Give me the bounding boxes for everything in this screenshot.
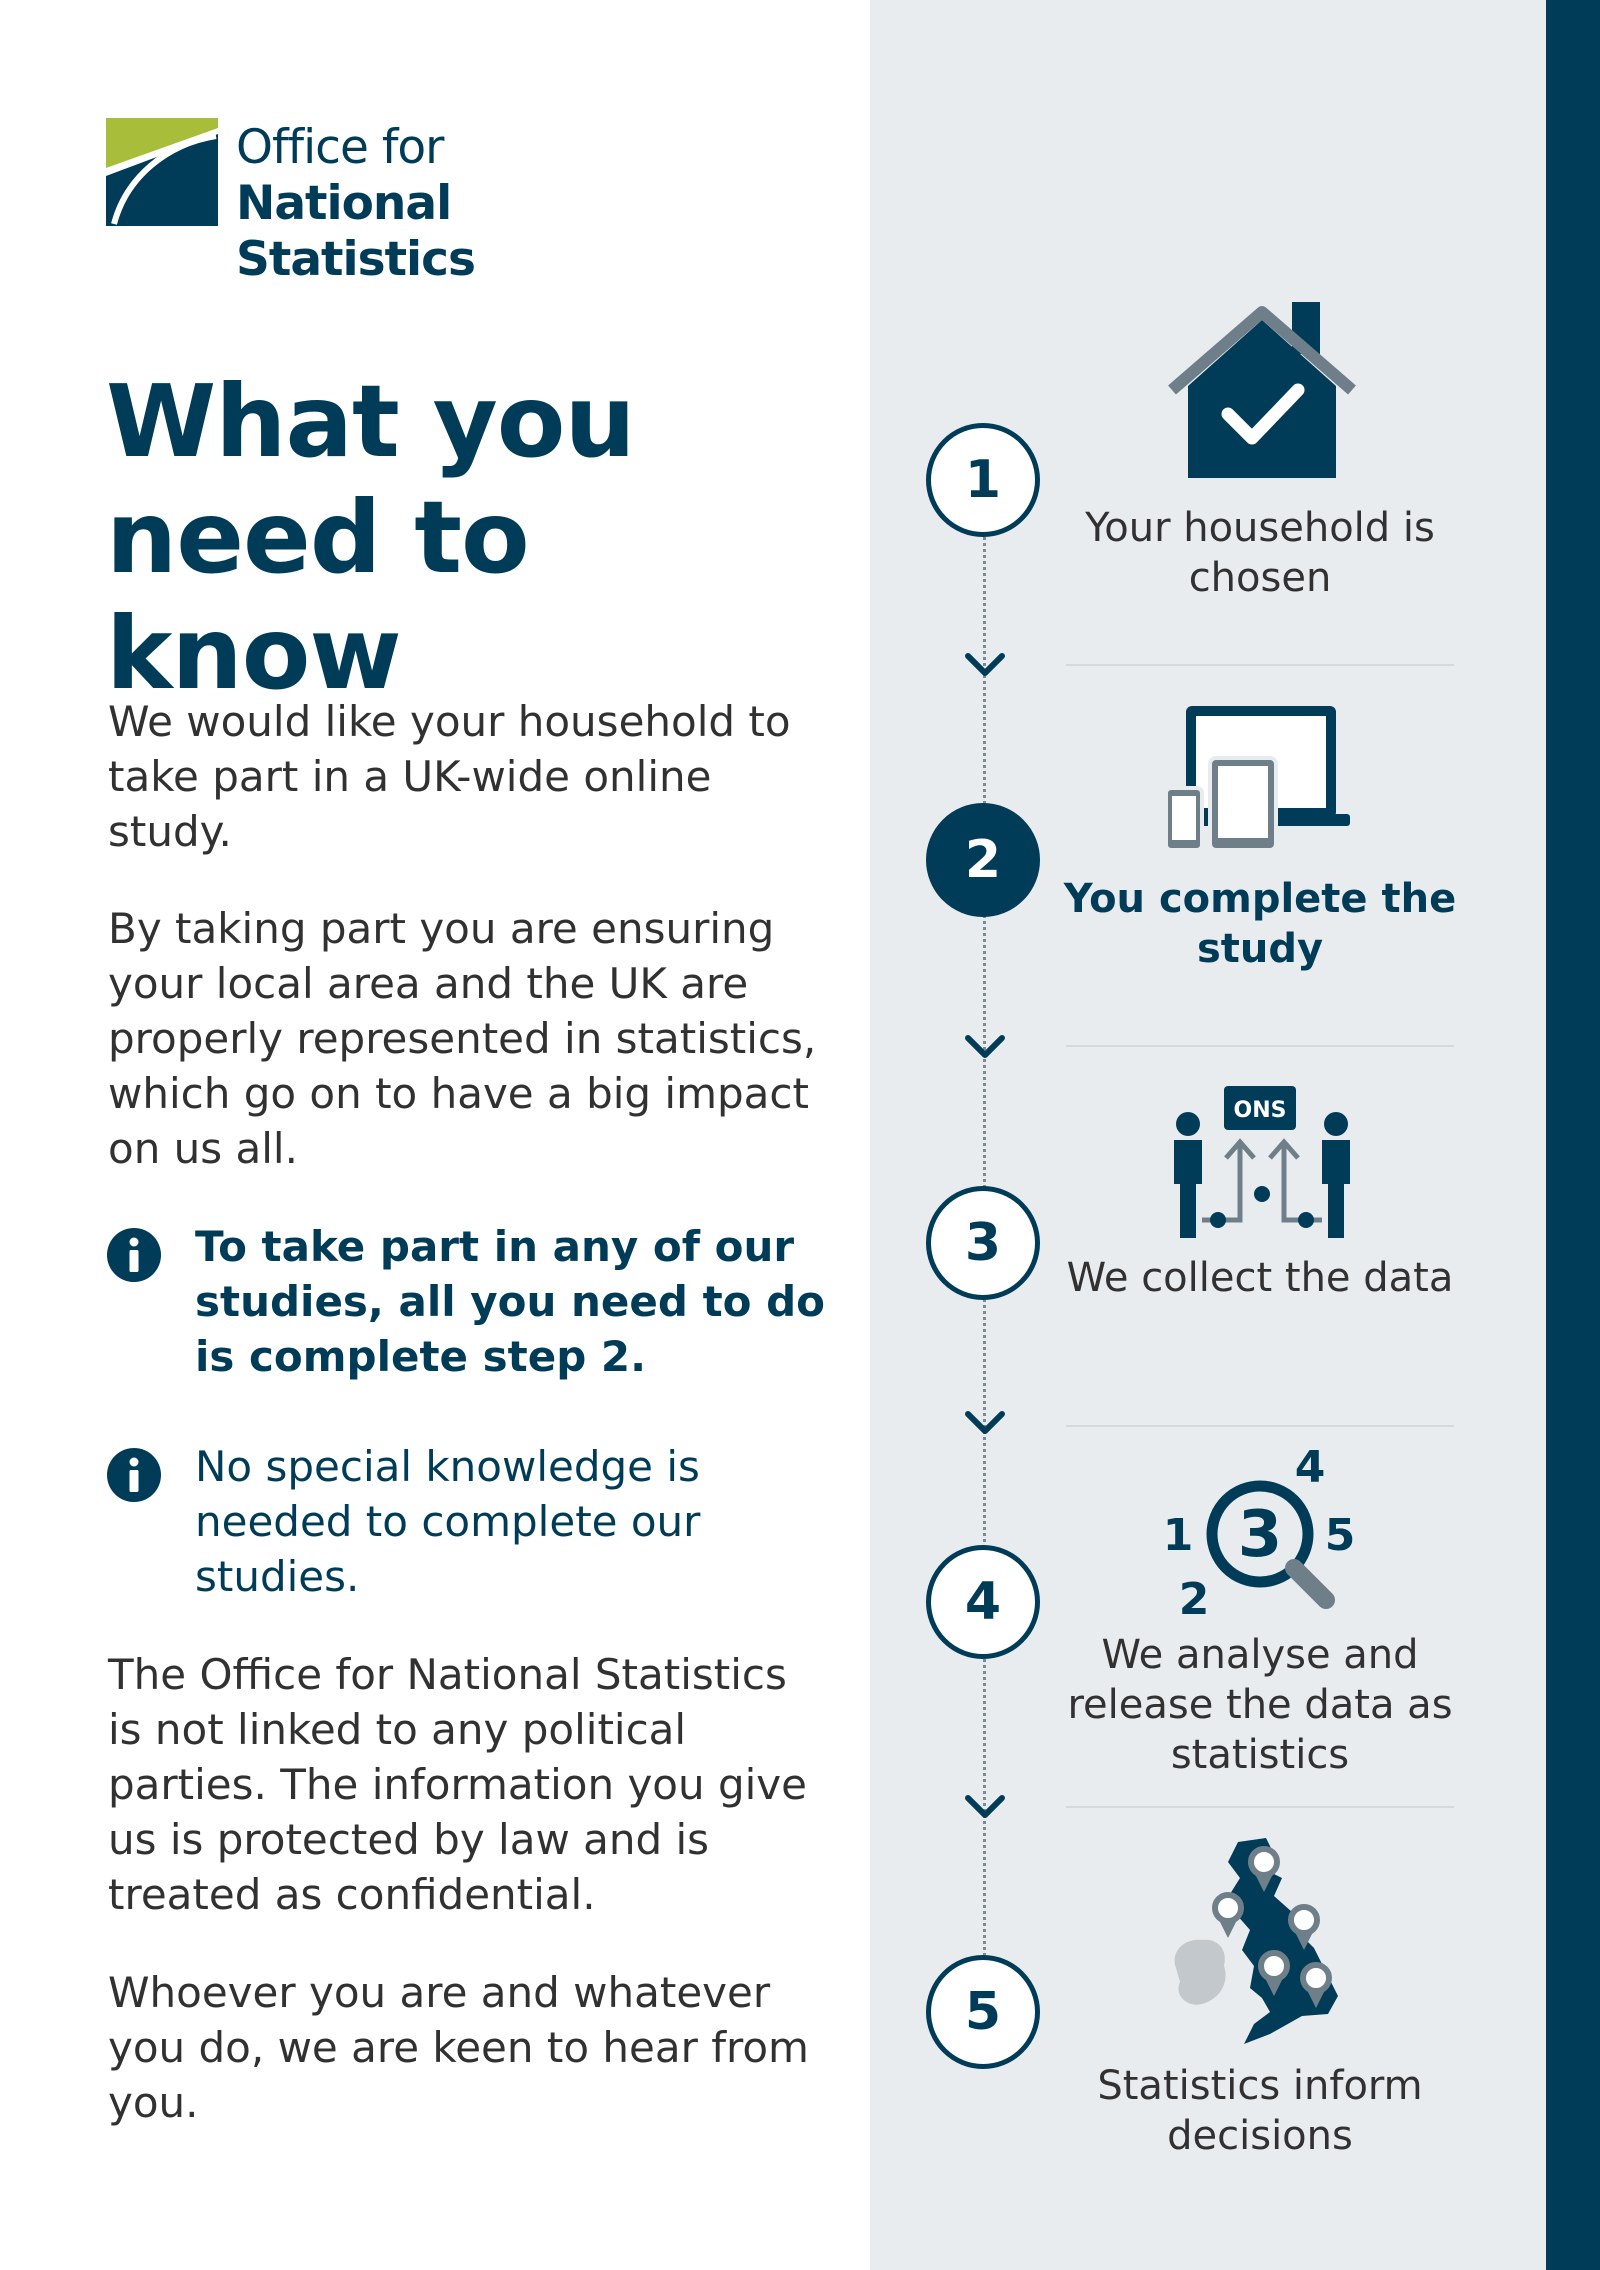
magnifier-number-2: 2 <box>1178 1574 1210 1618</box>
ons-box-label: ONS <box>1233 1098 1287 1123</box>
chevron-down-icon <box>963 1792 1007 1822</box>
step-divider <box>1066 664 1454 666</box>
page-title-line-1: What you <box>106 363 635 480</box>
step-divider <box>1066 1045 1454 1047</box>
page-title-line-2: need to know <box>106 479 529 712</box>
logo-wordmark <box>236 120 666 288</box>
magnifier-number-3: 3 <box>1237 1498 1283 1572</box>
confidentiality-paragraph: The Office for National Statistics is not linked to any political parties. The information you give us is protected by law and is treated as confidential. <box>108 1650 807 1919</box>
intro-paragraph: We would like your household to take part in a UK-wide online study. <box>108 697 791 856</box>
ons-logo <box>106 118 666 287</box>
step-4-number: 4 <box>926 1545 1040 1659</box>
step-3-label: We collect the data <box>1066 1255 1454 1301</box>
chevron-down-icon <box>963 1032 1007 1062</box>
logo-line-2: National Statistics <box>236 176 475 287</box>
step-4-label: We analyse and release the data as statistics <box>1067 1632 1453 1778</box>
magnifier-number-1: 1 <box>1162 1510 1194 1561</box>
page-title <box>106 364 806 712</box>
step-1-label: Your household is chosen <box>1085 505 1435 601</box>
step-5-label: Statistics inform decisions <box>1097 2063 1423 2159</box>
edge-stripe <box>1546 0 1600 2270</box>
step-1-number: 1 <box>926 423 1040 537</box>
devices-icon <box>1164 702 1354 852</box>
closing-paragraph: Whoever you are and whatever you do, we are keen to hear from you. <box>108 1968 809 2127</box>
uk-map-pins-icon <box>1166 1838 1356 2050</box>
magnifier-number-5: 5 <box>1324 1510 1356 1561</box>
step-2-number: 2 <box>926 803 1040 917</box>
chevron-down-icon <box>963 650 1007 680</box>
step-5-number: 5 <box>926 1955 1040 2069</box>
ons-logo-mark <box>106 118 218 226</box>
logo-line-1: Office for <box>236 120 444 175</box>
info-note-text: To take part in any of our studies, all you need to do is complete step 2. <box>195 1222 826 1381</box>
magnifier-numbers-icon <box>1160 1438 1360 1618</box>
chevron-down-icon <box>963 1408 1007 1438</box>
step-2-label: You complete the study <box>1063 876 1457 972</box>
representation-paragraph: By taking part you are ensuring your local area and the UK are properly represented in statistics, which go on to have a big impact on us all. <box>108 904 817 1173</box>
house-check-icon <box>1166 298 1358 482</box>
step-divider <box>1066 1806 1454 1808</box>
magnifier-number-4: 4 <box>1294 1442 1326 1493</box>
info-note-text: No special knowledge is needed to complete our studies. <box>195 1442 701 1601</box>
info-icon <box>106 1447 162 1503</box>
step-divider <box>1066 1425 1454 1427</box>
data-collection-icon <box>1166 1082 1358 1242</box>
info-icon <box>106 1227 162 1283</box>
step-3-number: 3 <box>926 1186 1040 1300</box>
